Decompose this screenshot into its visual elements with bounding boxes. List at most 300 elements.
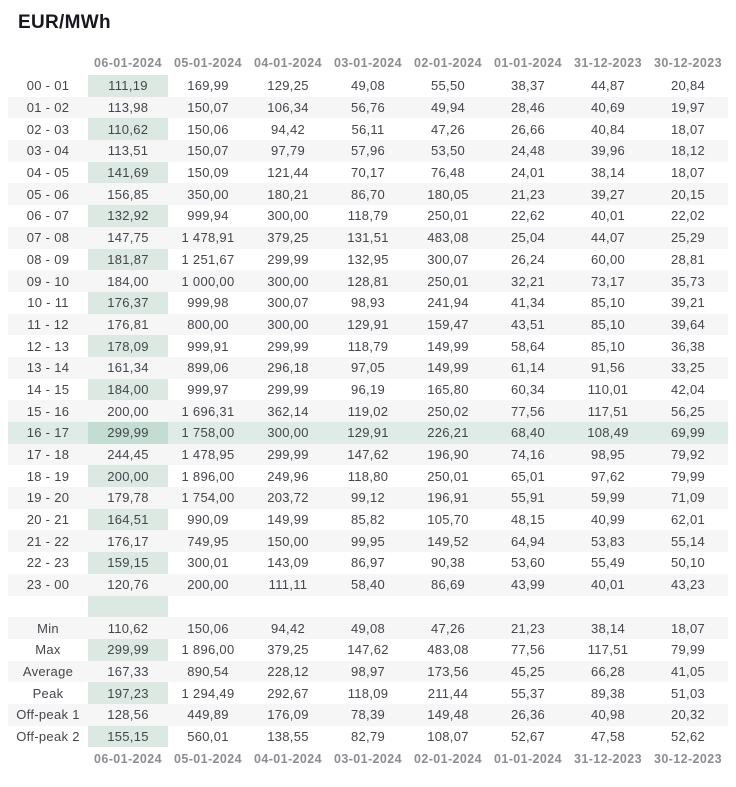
price-cell: 39,27 xyxy=(568,183,648,205)
price-cell: 117,51 xyxy=(568,400,648,422)
price-cell: 226,21 xyxy=(408,422,488,444)
stat-cell: 49,08 xyxy=(328,617,408,639)
price-cell: 196,91 xyxy=(408,487,488,509)
stat-cell: 47,26 xyxy=(408,617,488,639)
stat-cell: 1 294,49 xyxy=(181,685,235,701)
stat-cell: 138,55 xyxy=(267,728,309,744)
hour-label: 22 - 23 xyxy=(26,555,70,571)
price-cell: 105,70 xyxy=(427,512,469,528)
price-cell: 1 000,00 xyxy=(168,270,248,292)
stat-label: Peak xyxy=(32,685,64,701)
hour-row xyxy=(8,357,728,379)
price-cell: 999,94 xyxy=(187,208,229,224)
hour-row xyxy=(8,292,728,314)
stat-row xyxy=(8,639,728,661)
price-cell: 483,08 xyxy=(408,227,488,249)
price-cell: 999,97 xyxy=(187,381,229,397)
stat-cell: 292,67 xyxy=(267,685,309,701)
hour-row xyxy=(8,270,728,292)
price-cell: 44,87 xyxy=(590,78,626,94)
price-cell: 53,60 xyxy=(510,555,546,571)
hour-label: 16 - 17 xyxy=(8,422,88,444)
price-cell: 159,15 xyxy=(88,552,168,574)
price-cell: 97,62 xyxy=(590,468,626,484)
price-cell: 53,83 xyxy=(568,530,648,552)
footer-column-header: 02-01-2024 xyxy=(414,751,482,766)
price-cell: 749,95 xyxy=(168,530,248,552)
hour-row xyxy=(8,314,728,336)
price-cell: 33,25 xyxy=(648,357,728,379)
column-header[interactable]: 31-12-2023 xyxy=(574,56,642,70)
stat-cell: 155,15 xyxy=(88,726,168,748)
price-cell: 56,76 xyxy=(328,97,408,119)
price-cell: 184,00 xyxy=(88,270,168,292)
spacer-cell xyxy=(168,596,248,618)
stat-cell: 147,62 xyxy=(347,642,389,658)
stat-cell: 890,54 xyxy=(168,661,248,683)
stat-cell: 51,03 xyxy=(670,685,706,701)
price-cell: 300,00 xyxy=(267,208,309,224)
stat-cell: 20,32 xyxy=(648,704,728,726)
spacer-cell xyxy=(648,596,728,618)
stat-cell: 94,42 xyxy=(248,617,328,639)
price-cell: 250,01 xyxy=(427,468,469,484)
stat-cell: 18,07 xyxy=(648,617,728,639)
price-cell: 150,09 xyxy=(187,165,229,181)
price-cell: 106,34 xyxy=(248,97,328,119)
column-header[interactable]: 02-01-2024 xyxy=(414,56,482,70)
price-cell: 149,99 xyxy=(408,357,488,379)
price-cell: 299,99 xyxy=(248,444,328,466)
column-header[interactable]: 06-01-2024 xyxy=(94,56,162,70)
hour-label: 08 - 09 xyxy=(26,251,70,267)
price-cell: 250,01 xyxy=(427,208,469,224)
price-cell: 43,51 xyxy=(488,314,568,336)
footer-column-header: 01-01-2024 xyxy=(494,751,562,766)
hour-row xyxy=(8,118,728,140)
hour-label: 23 - 00 xyxy=(8,574,88,596)
hour-row xyxy=(8,183,728,205)
stat-cell: 128,56 xyxy=(88,704,168,726)
stat-cell: 52,67 xyxy=(510,728,546,744)
price-cell: 250,02 xyxy=(408,400,488,422)
hour-row xyxy=(8,379,728,401)
footer-column-header: 31-12-2023 xyxy=(574,751,642,766)
price-cell: 141,69 xyxy=(88,162,168,184)
spacer-cell xyxy=(568,596,648,618)
stat-cell: 449,89 xyxy=(168,704,248,726)
stat-cell: 98,97 xyxy=(328,661,408,683)
footer-column-header: 04-01-2024 xyxy=(254,751,322,766)
price-cell: 159,47 xyxy=(408,314,488,336)
price-cell: 56,11 xyxy=(351,121,385,137)
stat-cell: 66,28 xyxy=(568,661,648,683)
price-cell: 150,07 xyxy=(168,140,248,162)
stat-cell: 150,06 xyxy=(168,617,248,639)
price-cell: 35,73 xyxy=(648,270,728,292)
price-cell: 999,91 xyxy=(187,338,229,354)
stat-cell: 483,08 xyxy=(427,642,469,658)
price-cell: 249,96 xyxy=(267,468,309,484)
stat-cell: 379,25 xyxy=(267,642,309,658)
price-cell: 299,99 xyxy=(267,338,309,354)
price-cell: 150,06 xyxy=(187,121,229,137)
price-cell: 118,79 xyxy=(347,338,389,354)
price-cell: 98,93 xyxy=(350,295,386,311)
hour-label: 17 - 18 xyxy=(8,444,88,466)
price-cell: 32,21 xyxy=(488,270,568,292)
price-cell: 161,34 xyxy=(88,357,168,379)
price-cell: 48,15 xyxy=(510,512,546,528)
price-cell: 147,75 xyxy=(88,227,168,249)
price-cell: 128,81 xyxy=(328,270,408,292)
price-cell: 300,07 xyxy=(427,251,469,267)
price-cell: 18,07 xyxy=(670,121,706,137)
price-cell: 150,07 xyxy=(168,97,248,119)
hour-row xyxy=(8,335,728,357)
price-cell: 990,09 xyxy=(187,512,229,528)
price-table xyxy=(8,49,728,770)
price-cell: 50,10 xyxy=(670,555,706,571)
stat-label: Average xyxy=(8,661,88,683)
spacer-cell xyxy=(328,596,408,618)
stat-label: Off-peak 2 xyxy=(16,728,80,744)
price-cell: 156,85 xyxy=(88,183,168,205)
price-cell: 43,99 xyxy=(488,574,568,596)
price-cell: 18,12 xyxy=(648,140,728,162)
price-cell: 91,56 xyxy=(568,357,648,379)
hour-row xyxy=(8,205,728,227)
price-cell: 28,81 xyxy=(670,251,706,267)
price-cell: 19,97 xyxy=(648,97,728,119)
price-cell: 99,95 xyxy=(328,530,408,552)
price-cell: 26,66 xyxy=(510,121,546,137)
price-cell: 76,48 xyxy=(430,165,466,181)
header-row xyxy=(8,49,728,75)
price-cell: 71,09 xyxy=(648,487,728,509)
stat-cell: 26,36 xyxy=(488,704,568,726)
stat-cell: 560,01 xyxy=(187,728,229,744)
stat-cell: 79,99 xyxy=(670,642,706,658)
price-cell: 119,02 xyxy=(328,400,408,422)
price-cell: 178,09 xyxy=(88,335,168,357)
spacer-row xyxy=(8,596,728,618)
price-cell: 53,50 xyxy=(408,140,488,162)
price-cell: 110,01 xyxy=(587,381,629,397)
price-cell: 40,01 xyxy=(590,208,626,224)
price-cell: 110,62 xyxy=(88,118,168,140)
stat-label: Max xyxy=(35,642,61,658)
price-cell: 176,17 xyxy=(88,530,168,552)
price-cell: 200,00 xyxy=(88,400,168,422)
price-cell: 1 754,00 xyxy=(168,487,248,509)
stat-cell: 118,09 xyxy=(347,685,389,701)
hour-row xyxy=(8,162,728,184)
price-cell: 25,04 xyxy=(488,227,568,249)
column-header[interactable]: 30-12-2023 xyxy=(654,56,722,70)
price-cell: 1 758,00 xyxy=(168,422,248,444)
price-cell: 86,69 xyxy=(408,574,488,596)
price-cell: 58,40 xyxy=(328,574,408,596)
hour-label: 12 - 13 xyxy=(26,338,70,354)
price-cell: 20,84 xyxy=(670,78,706,94)
footer-column-header: 06-01-2024 xyxy=(94,751,162,766)
price-cell: 86,70 xyxy=(328,183,408,205)
price-cell: 55,50 xyxy=(430,78,466,94)
stat-cell: 197,23 xyxy=(88,682,168,704)
price-cell: 49,94 xyxy=(408,97,488,119)
stat-cell: 52,62 xyxy=(670,728,706,744)
hour-row xyxy=(8,227,728,249)
hour-row xyxy=(8,574,728,596)
price-cell: 180,05 xyxy=(408,183,488,205)
spacer-cell xyxy=(408,596,488,618)
hour-row xyxy=(8,465,728,487)
price-cell: 58,64 xyxy=(510,338,546,354)
stat-cell: 1 896,00 xyxy=(181,642,235,658)
price-cell: 899,06 xyxy=(168,357,248,379)
hour-label: 21 - 22 xyxy=(8,530,88,552)
hour-label: 03 - 04 xyxy=(8,140,88,162)
hour-row xyxy=(8,552,728,574)
price-cell: 129,25 xyxy=(267,78,309,94)
price-cell: 61,14 xyxy=(488,357,568,379)
price-cell: 74,16 xyxy=(488,444,568,466)
price-cell: 120,76 xyxy=(88,574,168,596)
price-cell: 129,91 xyxy=(328,314,408,336)
price-cell: 800,00 xyxy=(168,314,248,336)
price-cell: 118,79 xyxy=(347,208,389,224)
spacer-cell xyxy=(88,596,168,618)
price-cell: 70,17 xyxy=(350,165,386,181)
hour-row xyxy=(8,140,728,162)
hour-label: 11 - 12 xyxy=(8,314,88,336)
price-cell: 1 478,95 xyxy=(168,444,248,466)
price-cell: 379,25 xyxy=(248,227,328,249)
hour-label: 06 - 07 xyxy=(26,208,70,224)
corner-cell xyxy=(8,49,88,75)
price-cell: 49,08 xyxy=(350,78,386,94)
price-cell: 180,21 xyxy=(248,183,328,205)
price-cell: 65,01 xyxy=(510,468,546,484)
price-cell: 147,62 xyxy=(328,444,408,466)
price-cell: 55,14 xyxy=(648,530,728,552)
price-cell: 64,94 xyxy=(488,530,568,552)
price-cell: 62,01 xyxy=(670,512,706,528)
stat-cell: 299,99 xyxy=(88,639,168,661)
price-cell: 244,45 xyxy=(88,444,168,466)
price-cell: 143,09 xyxy=(267,555,309,571)
price-cell: 300,01 xyxy=(187,555,229,571)
price-cell: 40,99 xyxy=(590,512,626,528)
hour-label: 15 - 16 xyxy=(8,400,88,422)
price-cell: 38,14 xyxy=(590,165,626,181)
stat-cell: 77,56 xyxy=(510,642,546,658)
price-cell: 42,04 xyxy=(670,381,706,397)
price-cell: 196,90 xyxy=(408,444,488,466)
column-header[interactable]: 04-01-2024 xyxy=(254,56,322,70)
stat-row xyxy=(8,617,728,639)
price-cell: 26,24 xyxy=(510,251,546,267)
price-cell: 24,01 xyxy=(510,165,546,181)
hour-row xyxy=(8,530,728,552)
price-cell: 57,96 xyxy=(328,140,408,162)
hour-label: 02 - 03 xyxy=(26,121,70,137)
stat-label: Off-peak 1 xyxy=(8,704,88,726)
price-cell: 300,00 xyxy=(248,314,328,336)
footer-header-row xyxy=(8,747,728,770)
hour-label: 04 - 05 xyxy=(26,165,70,181)
price-cell: 149,99 xyxy=(427,338,469,354)
price-cell: 39,21 xyxy=(670,295,706,311)
price-cell: 55,49 xyxy=(590,555,626,571)
price-cell: 149,52 xyxy=(408,530,488,552)
spacer-cell xyxy=(8,596,88,618)
footer-corner-cell xyxy=(8,747,88,770)
stat-cell: 38,14 xyxy=(568,617,648,639)
hour-row xyxy=(8,509,728,531)
price-cell: 85,82 xyxy=(350,512,386,528)
price-cell: 40,01 xyxy=(568,574,648,596)
stat-cell: 173,56 xyxy=(408,661,488,683)
price-cell: 22,02 xyxy=(670,208,706,224)
stat-cell: 41,05 xyxy=(648,661,728,683)
price-cell: 176,37 xyxy=(88,292,168,314)
hour-label: 07 - 08 xyxy=(8,227,88,249)
price-cell: 21,23 xyxy=(488,183,568,205)
price-cell: 94,42 xyxy=(270,121,306,137)
hour-label: 13 - 14 xyxy=(8,357,88,379)
stat-cell: 176,09 xyxy=(248,704,328,726)
page-title: EUR/MWh xyxy=(18,12,111,33)
price-cell: 28,46 xyxy=(488,97,568,119)
price-cell: 36,38 xyxy=(670,338,706,354)
price-cell: 90,38 xyxy=(430,555,466,571)
price-cell: 203,72 xyxy=(248,487,328,509)
price-cell: 60,00 xyxy=(590,251,626,267)
price-cell: 111,19 xyxy=(88,75,168,97)
price-cell: 98,95 xyxy=(568,444,648,466)
footer-column-header: 05-01-2024 xyxy=(174,751,242,766)
stat-row xyxy=(8,704,728,726)
price-cell: 181,87 xyxy=(88,249,168,271)
price-cell: 60,34 xyxy=(510,381,546,397)
price-cell: 132,95 xyxy=(347,251,389,267)
price-cell: 86,97 xyxy=(350,555,386,571)
price-cell: 113,51 xyxy=(88,140,168,162)
price-cell: 299,99 xyxy=(267,381,309,397)
price-cell: 44,07 xyxy=(568,227,648,249)
price-cell: 200,00 xyxy=(88,465,168,487)
price-cell: 1 478,91 xyxy=(168,227,248,249)
stat-label: Min xyxy=(8,617,88,639)
price-cell: 113,98 xyxy=(88,97,168,119)
column-header[interactable]: 03-01-2024 xyxy=(334,56,402,70)
price-cell: 20,15 xyxy=(648,183,728,205)
price-cell: 99,12 xyxy=(328,487,408,509)
stat-cell: 117,51 xyxy=(587,642,629,658)
price-cell: 41,34 xyxy=(510,295,546,311)
price-cell: 39,96 xyxy=(568,140,648,162)
stat-cell: 211,44 xyxy=(427,685,469,701)
hour-label: 20 - 21 xyxy=(26,512,70,528)
price-cell: 176,81 xyxy=(88,314,168,336)
price-cell: 25,29 xyxy=(648,227,728,249)
hour-row xyxy=(8,249,728,271)
hour-row xyxy=(8,400,728,422)
hour-label: 14 - 15 xyxy=(26,381,70,397)
price-cell: 96,19 xyxy=(350,381,386,397)
price-cell: 40,84 xyxy=(590,121,626,137)
price-cell: 131,51 xyxy=(328,227,408,249)
footer-column-header: 03-01-2024 xyxy=(334,751,402,766)
stat-row xyxy=(8,682,728,704)
price-cell: 149,99 xyxy=(267,512,309,528)
price-cell: 55,91 xyxy=(488,487,568,509)
price-cell: 200,00 xyxy=(168,574,248,596)
price-cell: 300,00 xyxy=(248,422,328,444)
price-cell: 299,99 xyxy=(267,251,309,267)
price-cell: 97,05 xyxy=(328,357,408,379)
price-cell: 40,69 xyxy=(568,97,648,119)
price-cell: 56,25 xyxy=(648,400,728,422)
stat-cell: 228,12 xyxy=(248,661,328,683)
price-cell: 299,99 xyxy=(88,422,168,444)
hour-label: 18 - 19 xyxy=(26,468,70,484)
price-cell: 1 696,31 xyxy=(168,400,248,422)
price-cell: 164,51 xyxy=(88,509,168,531)
stat-row xyxy=(8,661,728,683)
spacer-cell xyxy=(488,596,568,618)
spacer-cell xyxy=(248,596,328,618)
price-cell: 1 896,00 xyxy=(181,468,235,484)
price-cell: 68,40 xyxy=(488,422,568,444)
price-cell: 43,23 xyxy=(648,574,728,596)
price-cell: 79,92 xyxy=(648,444,728,466)
price-cell: 24,48 xyxy=(488,140,568,162)
price-cell: 118,80 xyxy=(347,468,389,484)
column-header[interactable]: 05-01-2024 xyxy=(174,56,242,70)
stat-cell: 55,37 xyxy=(510,685,546,701)
stat-cell: 47,58 xyxy=(590,728,626,744)
hour-label: 09 - 10 xyxy=(8,270,88,292)
price-cell: 241,94 xyxy=(427,295,469,311)
price-cell: 108,49 xyxy=(568,422,648,444)
price-cell: 132,92 xyxy=(88,205,168,227)
hour-label: 19 - 20 xyxy=(8,487,88,509)
stat-cell: 89,38 xyxy=(590,685,626,701)
hour-row xyxy=(8,75,728,97)
price-cell: 1 251,67 xyxy=(181,251,235,267)
column-header[interactable]: 01-01-2024 xyxy=(494,56,562,70)
hour-row xyxy=(8,97,728,119)
price-cell: 85,10 xyxy=(590,338,626,354)
hour-label: 00 - 01 xyxy=(26,78,70,94)
stat-cell: 149,48 xyxy=(408,704,488,726)
stat-cell: 82,79 xyxy=(350,728,386,744)
price-cell: 300,00 xyxy=(248,270,328,292)
price-cell: 69,99 xyxy=(648,422,728,444)
price-cell: 22,62 xyxy=(510,208,546,224)
stat-cell: 167,33 xyxy=(88,661,168,683)
price-cell: 38,37 xyxy=(510,78,546,94)
stat-cell: 78,39 xyxy=(328,704,408,726)
hour-row xyxy=(8,444,728,466)
price-cell: 362,14 xyxy=(248,400,328,422)
stat-cell: 108,07 xyxy=(427,728,469,744)
footer-column-header: 30-12-2023 xyxy=(654,751,722,766)
price-cell: 47,26 xyxy=(430,121,466,137)
